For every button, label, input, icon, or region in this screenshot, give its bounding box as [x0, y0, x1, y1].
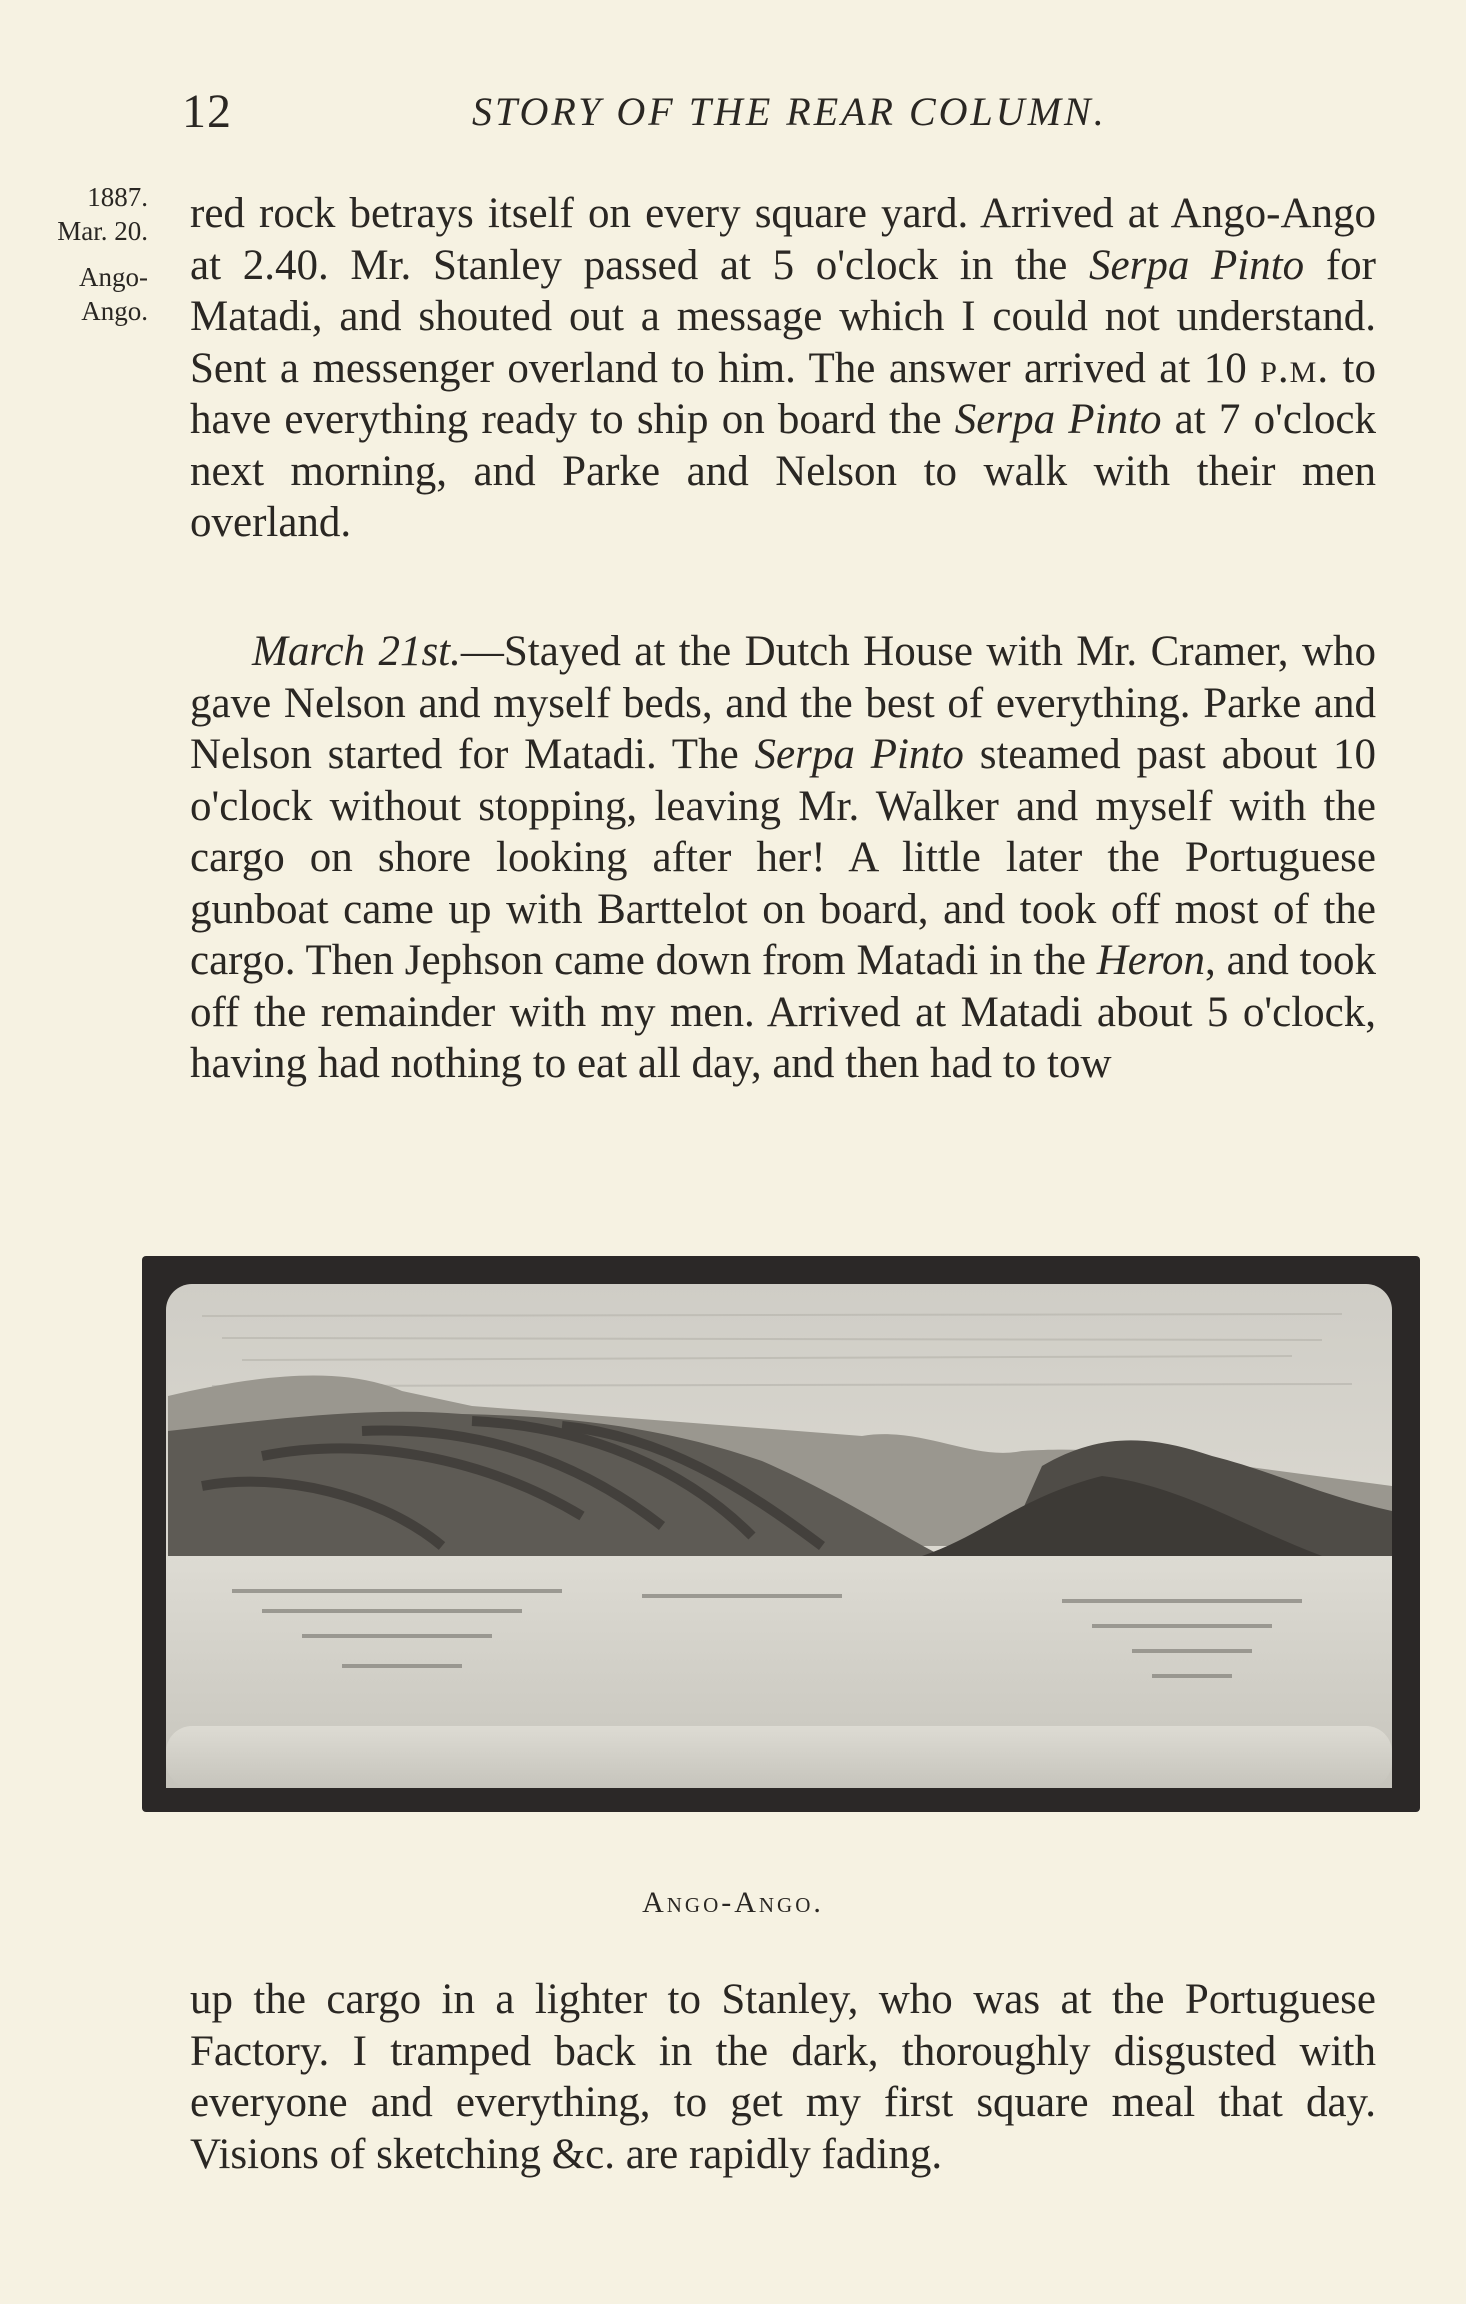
ship-name: Heron — [1096, 937, 1206, 984]
ship-name: Serpa Pinto — [754, 731, 964, 778]
paragraph-3: up the cargo in a lighter to Stanley, who was at the Portuguese Factory. I tramped back in the dark, thoroughly disgusted with everyone and everything, to get my first square meal that day. Visions of sketching &c. are rapidly fading. — [190, 1976, 1376, 2178]
time-abbrev: p.m. — [1260, 344, 1330, 392]
p1-text-3: to have everything ready to ship on board the — [190, 344, 1376, 443]
p2-text-3: , and took off the remainder with my men. Arrived at Matadi about 5 o'clock, having had nothing to eat all day, and then had to tow — [190, 937, 1376, 1087]
ship-name: Serpa Pinto — [954, 396, 1162, 443]
running-title: STORY OF THE REAR COLUMN. — [472, 89, 1107, 134]
paragraph-1 — [190, 188, 1376, 549]
margin-year: 1887. — [87, 182, 148, 212]
page-header — [182, 84, 1382, 144]
p1-text-2: for Matadi, and shouted out a message which I could not understand. Sent a messenger overland to him. The answer arrived at 10 — [190, 241, 1376, 392]
margin-date: Mar. 20. — [57, 216, 148, 246]
illustration-caption: Ango-Ango. — [642, 1886, 824, 1919]
margin-note — [18, 180, 148, 328]
p1-text-4: at 7 o'clock next morning, and Parke and Nelson to walk with their men overland. — [190, 396, 1376, 546]
p1-text-1: red rock betrays itself on every square yard. Arrived at Ango-Ango at 2.40. Mr. Stanley passed at 5 o'clock in the — [190, 190, 1376, 289]
entry-date: March 21st. — [252, 628, 461, 675]
paragraph-2 — [190, 626, 1376, 1090]
illustration-water-lower — [166, 1726, 1392, 1788]
ship-name: Serpa Pinto — [1089, 241, 1305, 289]
margin-place-line1: Ango- — [79, 262, 148, 292]
page-number: 12 — [182, 85, 232, 138]
p2-text-1: —Stayed at the Dutch House with Mr. Cramer, who gave Nelson and myself beds, and the best of everything. Parke and Nelson started for Matadi. The — [190, 628, 1376, 778]
margin-place-line2: Ango. — [81, 296, 148, 326]
ango-ango-illustration — [142, 1256, 1420, 1812]
p2-text-2: steamed past about 10 o'clock without stopping, leaving Mr. Walker and myself with the cargo on shore looking after her! A little later the Portuguese gunboat came up with Barttelot on board, and took off most of the cargo. Then Jephson came down from Matadi in the — [190, 731, 1376, 984]
